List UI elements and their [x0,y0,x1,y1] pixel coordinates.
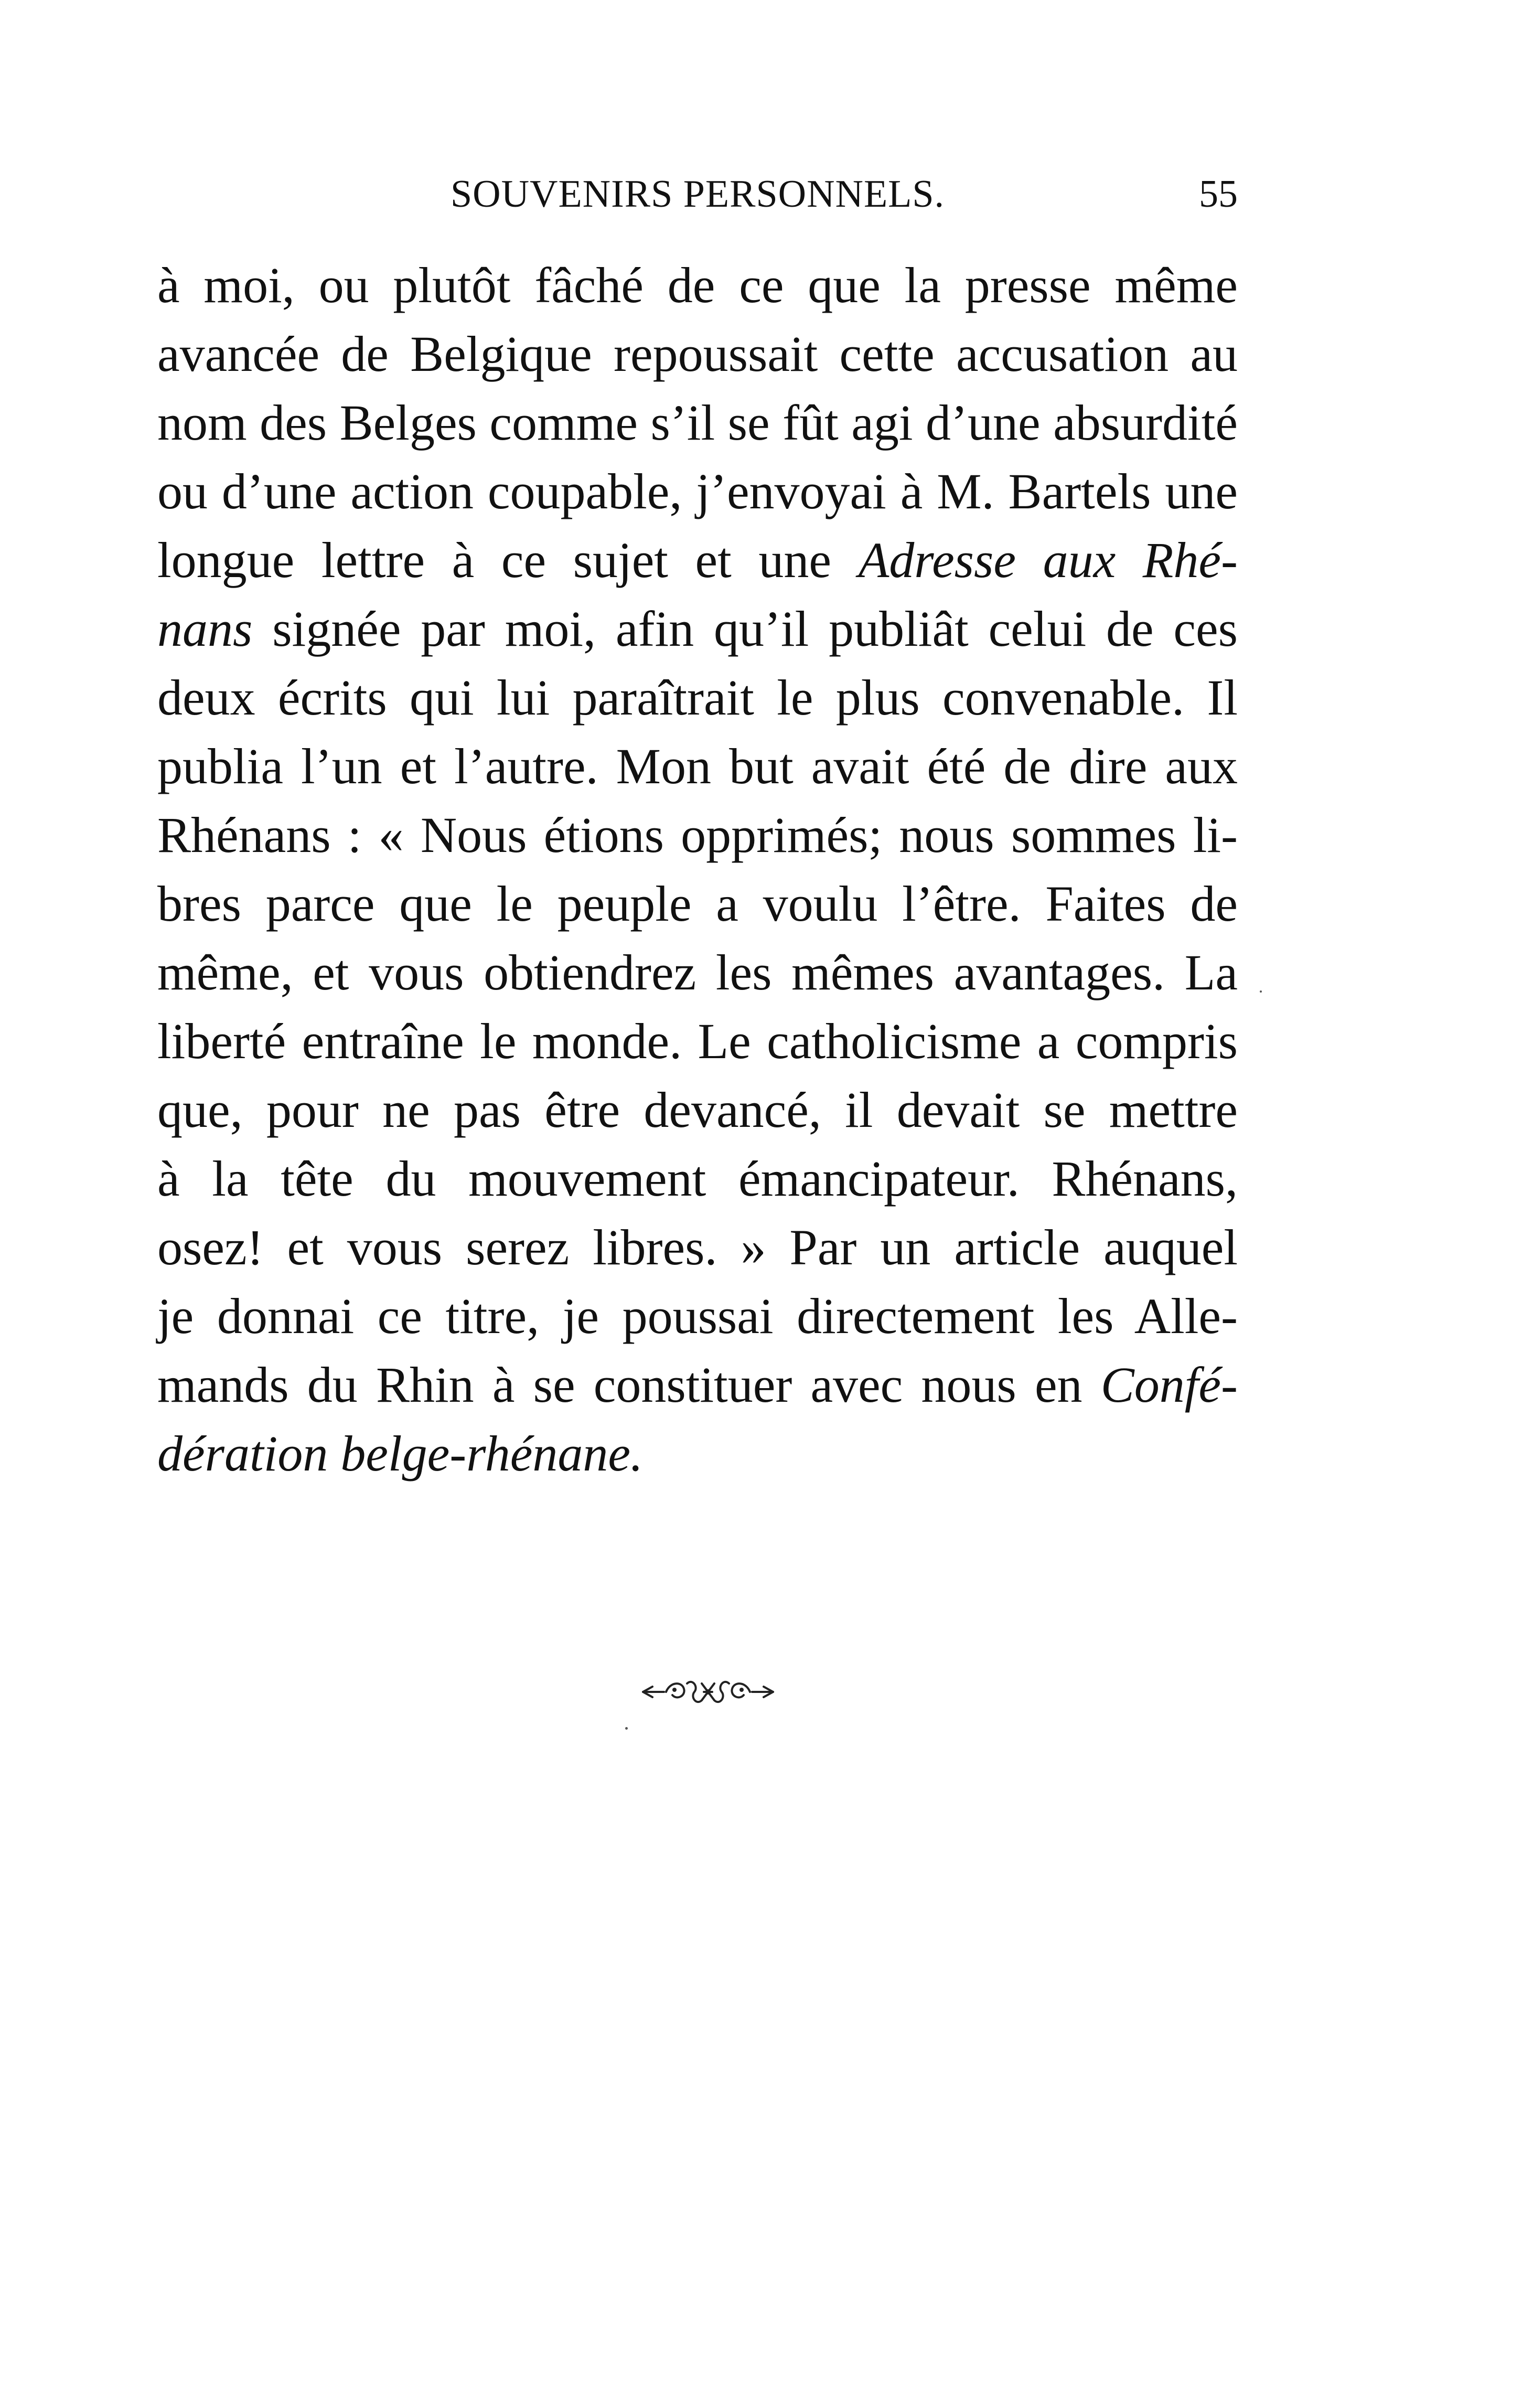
text-run: deux écrits qui lui paraîtrait le plus convenable. Il [157,669,1238,726]
text-run: avancée de Belgique repoussait cette accusation au [157,326,1238,382]
text-run: Rhénans : « Nous étions opprimés; nous sommes li- [157,807,1238,863]
text-line [157,388,1238,457]
page-number: 55 [1199,173,1238,216]
text-run: nom des Belges comme s’il se fût agi d’une absurdité [157,395,1238,451]
body-text [157,251,1238,1488]
text-run: que, pour ne pas être devancé, il devait se mettre [157,1082,1238,1138]
paper-speck [625,1727,628,1730]
text-run: à la tête du mouvement émancipateur. Rhénans, [157,1150,1238,1207]
italic-text: dération belge-rhénane. [157,1425,644,1482]
text-line [157,457,1238,526]
text-run: liberté entraîne le monde. Le catholicisme a compris [157,1013,1238,1069]
text-run: je donnai ce titre, je poussai directement les Alle- [157,1288,1238,1344]
text-run: ou d’une action coupable, j’envoyai à M. Bartels une [157,463,1238,519]
text-line [157,1350,1238,1419]
text-run: signée par moi, afin qu’il publiât celui de ces [252,601,1238,657]
running-title: SOUVENIRS PERSONNELS. [450,173,945,216]
text-line [157,801,1238,869]
text-line [157,251,1238,319]
text-line [157,732,1238,801]
text-line [157,663,1238,732]
text-line [157,1007,1238,1075]
text-line [157,1213,1238,1282]
text-line [157,319,1238,388]
running-head [157,172,1238,230]
text-line [157,869,1238,938]
text-run: bres parce que le peuple a voulu l’être. Faites de [157,876,1238,932]
text-run: longue lettre à ce sujet et une [157,532,859,588]
italic-text: Confé- [1100,1357,1238,1413]
text-line [157,1282,1238,1350]
italic-text: Adresse aux Rhé- [858,532,1238,588]
text-run: osez! et vous serez libres. » Par un article auquel [157,1219,1238,1275]
text-run: même, et vous obtiendrez les mêmes avantages. La [157,944,1238,1000]
text-line [157,526,1238,594]
italic-text: nans [157,601,253,657]
text-line [157,1144,1238,1213]
fleuron-tailpiece-icon [640,1674,776,1710]
text-line [157,1419,1238,1488]
paper-speck [1260,990,1262,993]
text-line [157,938,1238,1007]
text-run: à moi, ou plutôt fâché de ce que la presse même [157,257,1238,313]
text-line [157,594,1238,663]
text-run: mands du Rhin à se constituer avec nous en [157,1357,1101,1413]
text-run: publia l’un et l’autre. Mon but avait été de dire aux [157,738,1238,794]
text-line [157,1075,1238,1144]
